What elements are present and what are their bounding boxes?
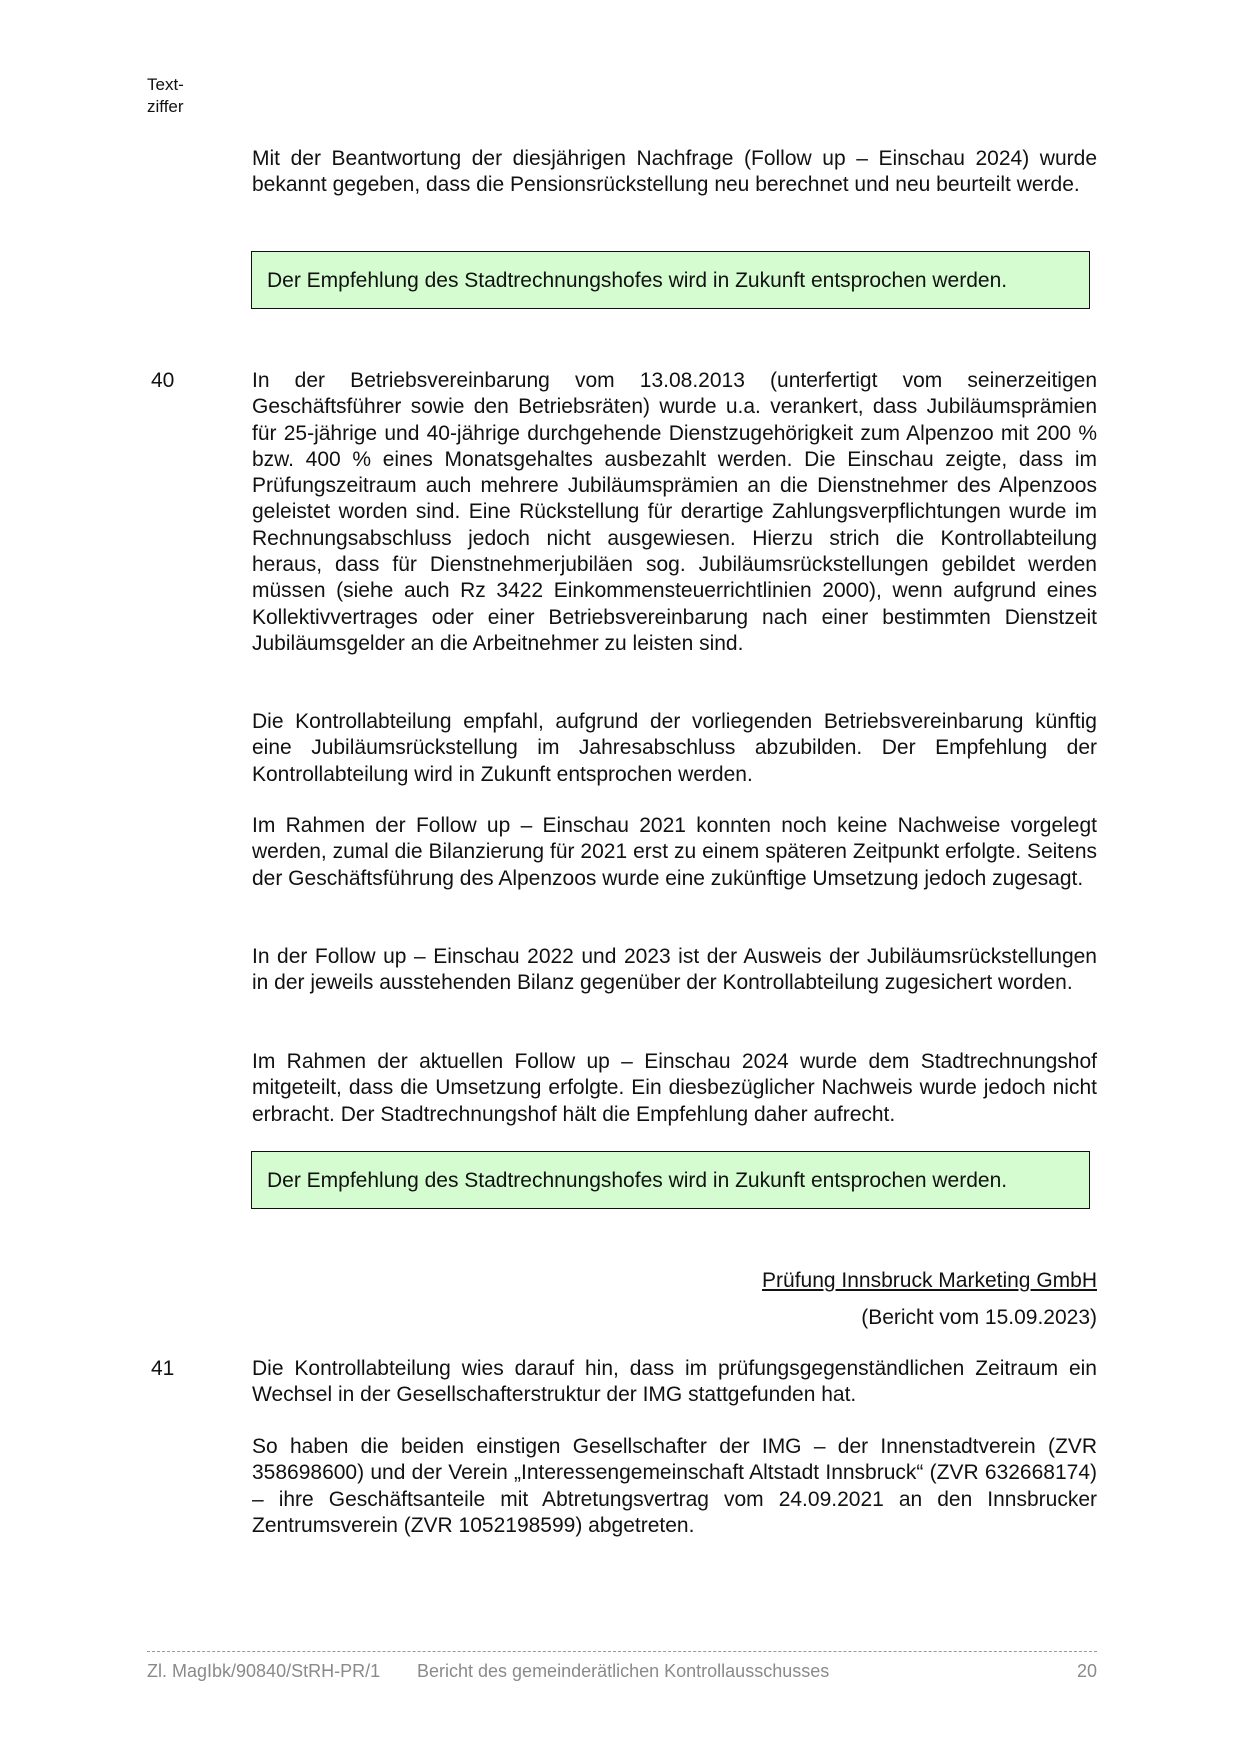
recommendation-box: Der Empfehlung des Stadtrechnungshofes wird in Zukunft entsprochen werden. [251, 251, 1090, 309]
margin-label-textziffer [147, 74, 184, 118]
section-40-paragraph-4: In der Follow up – Einschau 2022 und 2023 ist der Ausweis der Jubiläumsrückstellungen in der jeweils ausstehenden Bilanz gegenüber der Kontrollabteilung zugesichert worden. [252, 945, 1097, 995]
margin-label-line1: Text- [147, 75, 184, 94]
intro-paragraph: Mit der Beantwortung der diesjährigen Nachfrage (Follow up – Einschau 2024) wurde bekannt gegeben, dass die Pensionsrückstellung neu berechnet und neu beurteilt werde. [252, 147, 1097, 197]
section-number: 40 [151, 369, 175, 392]
section-40-paragraph-1: In der Betriebsvereinbarung vom 13.08.2013 (unterfertigt vom seinerzeitigen Geschäftsführer sowie den Betriebsräten) wurde u.a. verankert, dass Jubiläumsprämien für 25-jährige und 40-jährige durchgehende Dienstzugehörigkeit zum Alpenzoo mit 200 % bzw. 400 % eines Monatsgehaltes ausbezahlt werden. Die Einschau zeigte, dass im Prüfungszeitraum auch mehrere Jubiläumsprämien an die Dienstnehmer des Alpenzoos geleistet worden sind. Eine Rückstellung für derartige Zahlungsverpflichtungen wurde im Rechnungsabschluss jedoch nicht ausgewiesen. Hierzu strich die Kontrollabteilung heraus, dass für Dienstnehmerjubiläen sog. Jubiläumsrückstellungen gebildet werden müssen (siehe auch Rz 3422 Einkommensteuerrichtlinien 2000), wenn aufgrund eines Kollektivvertrages oder einer Betriebsvereinbarung nach einer bestimmten Dienstzeit Jubiläumsgelder an die Arbeitnehmer zu leisten sind. [252, 369, 1097, 655]
audit-heading-title: Prüfung Innsbruck Marketing GmbH [762, 1269, 1097, 1292]
section-41-paragraph-2: So haben die beiden einstigen Gesellschafter der IMG – der Innenstadtverein (ZVR 358698600) und der Verein „Interessengemeinschaft Altstadt Innsbruck“ (ZVR 632668174) – ihre Geschäftsanteile mit Abtretungsvertrag vom 24.09.2021 an den Innsbrucker Zentrumsverein (ZVR 1052198599) abgetreten. [252, 1435, 1097, 1537]
recommendation-box: Der Empfehlung des Stadtrechnungshofes wird in Zukunft entsprochen werden. [251, 1151, 1090, 1209]
footer-title: Bericht des gemeinderätlichen Kontrollausschusses [417, 1661, 830, 1681]
footer-reference: Zl. MagIbk/90840/StRH-PR/1 [147, 1661, 381, 1681]
margin-label-line2: ziffer [147, 97, 184, 116]
section-40-paragraph-2: Die Kontrollabteilung empfahl, aufgrund der vorliegenden Betriebsvereinbarung künftig eine Jubiläumsrückstellung im Jahresabschluss abzubilden. Der Empfehlung der Kontrollabteilung wird in Zukunft entsprochen werden. [252, 710, 1097, 786]
section-41-paragraph-1: Die Kontrollabteilung wies darauf hin, dass im prüfungsgegenständlichen Zeitraum ein Wechsel in der Gesellschafterstruktur der IMG stattgefunden hat. [252, 1357, 1097, 1407]
footer-page-number: 20 [1076, 1661, 1097, 1681]
footer-divider [147, 1651, 1097, 1652]
audit-heading-subtitle: (Bericht vom 15.09.2023) [861, 1306, 1097, 1329]
section-40-paragraph-5: Im Rahmen der aktuellen Follow up – Einschau 2024 wurde dem Stadtrechnungshof mitgeteilt, dass die Umsetzung erfolgte. Ein diesbezüglicher Nachweis wurde jedoch nicht erbracht. Der Stadtrechnungshof hält die Empfehlung daher aufrecht. [252, 1050, 1097, 1126]
section-40-paragraph-3: Im Rahmen der Follow up – Einschau 2021 konnten noch keine Nachweise vorgelegt werden, zumal die Bilanzierung für 2021 erst zu einem späteren Zeitpunkt erfolgte. Seitens der Geschäftsführung des Alpenzoos wurde eine zukünftige Umsetzung jedoch zugesagt. [252, 814, 1097, 890]
section-number: 41 [151, 1357, 175, 1380]
